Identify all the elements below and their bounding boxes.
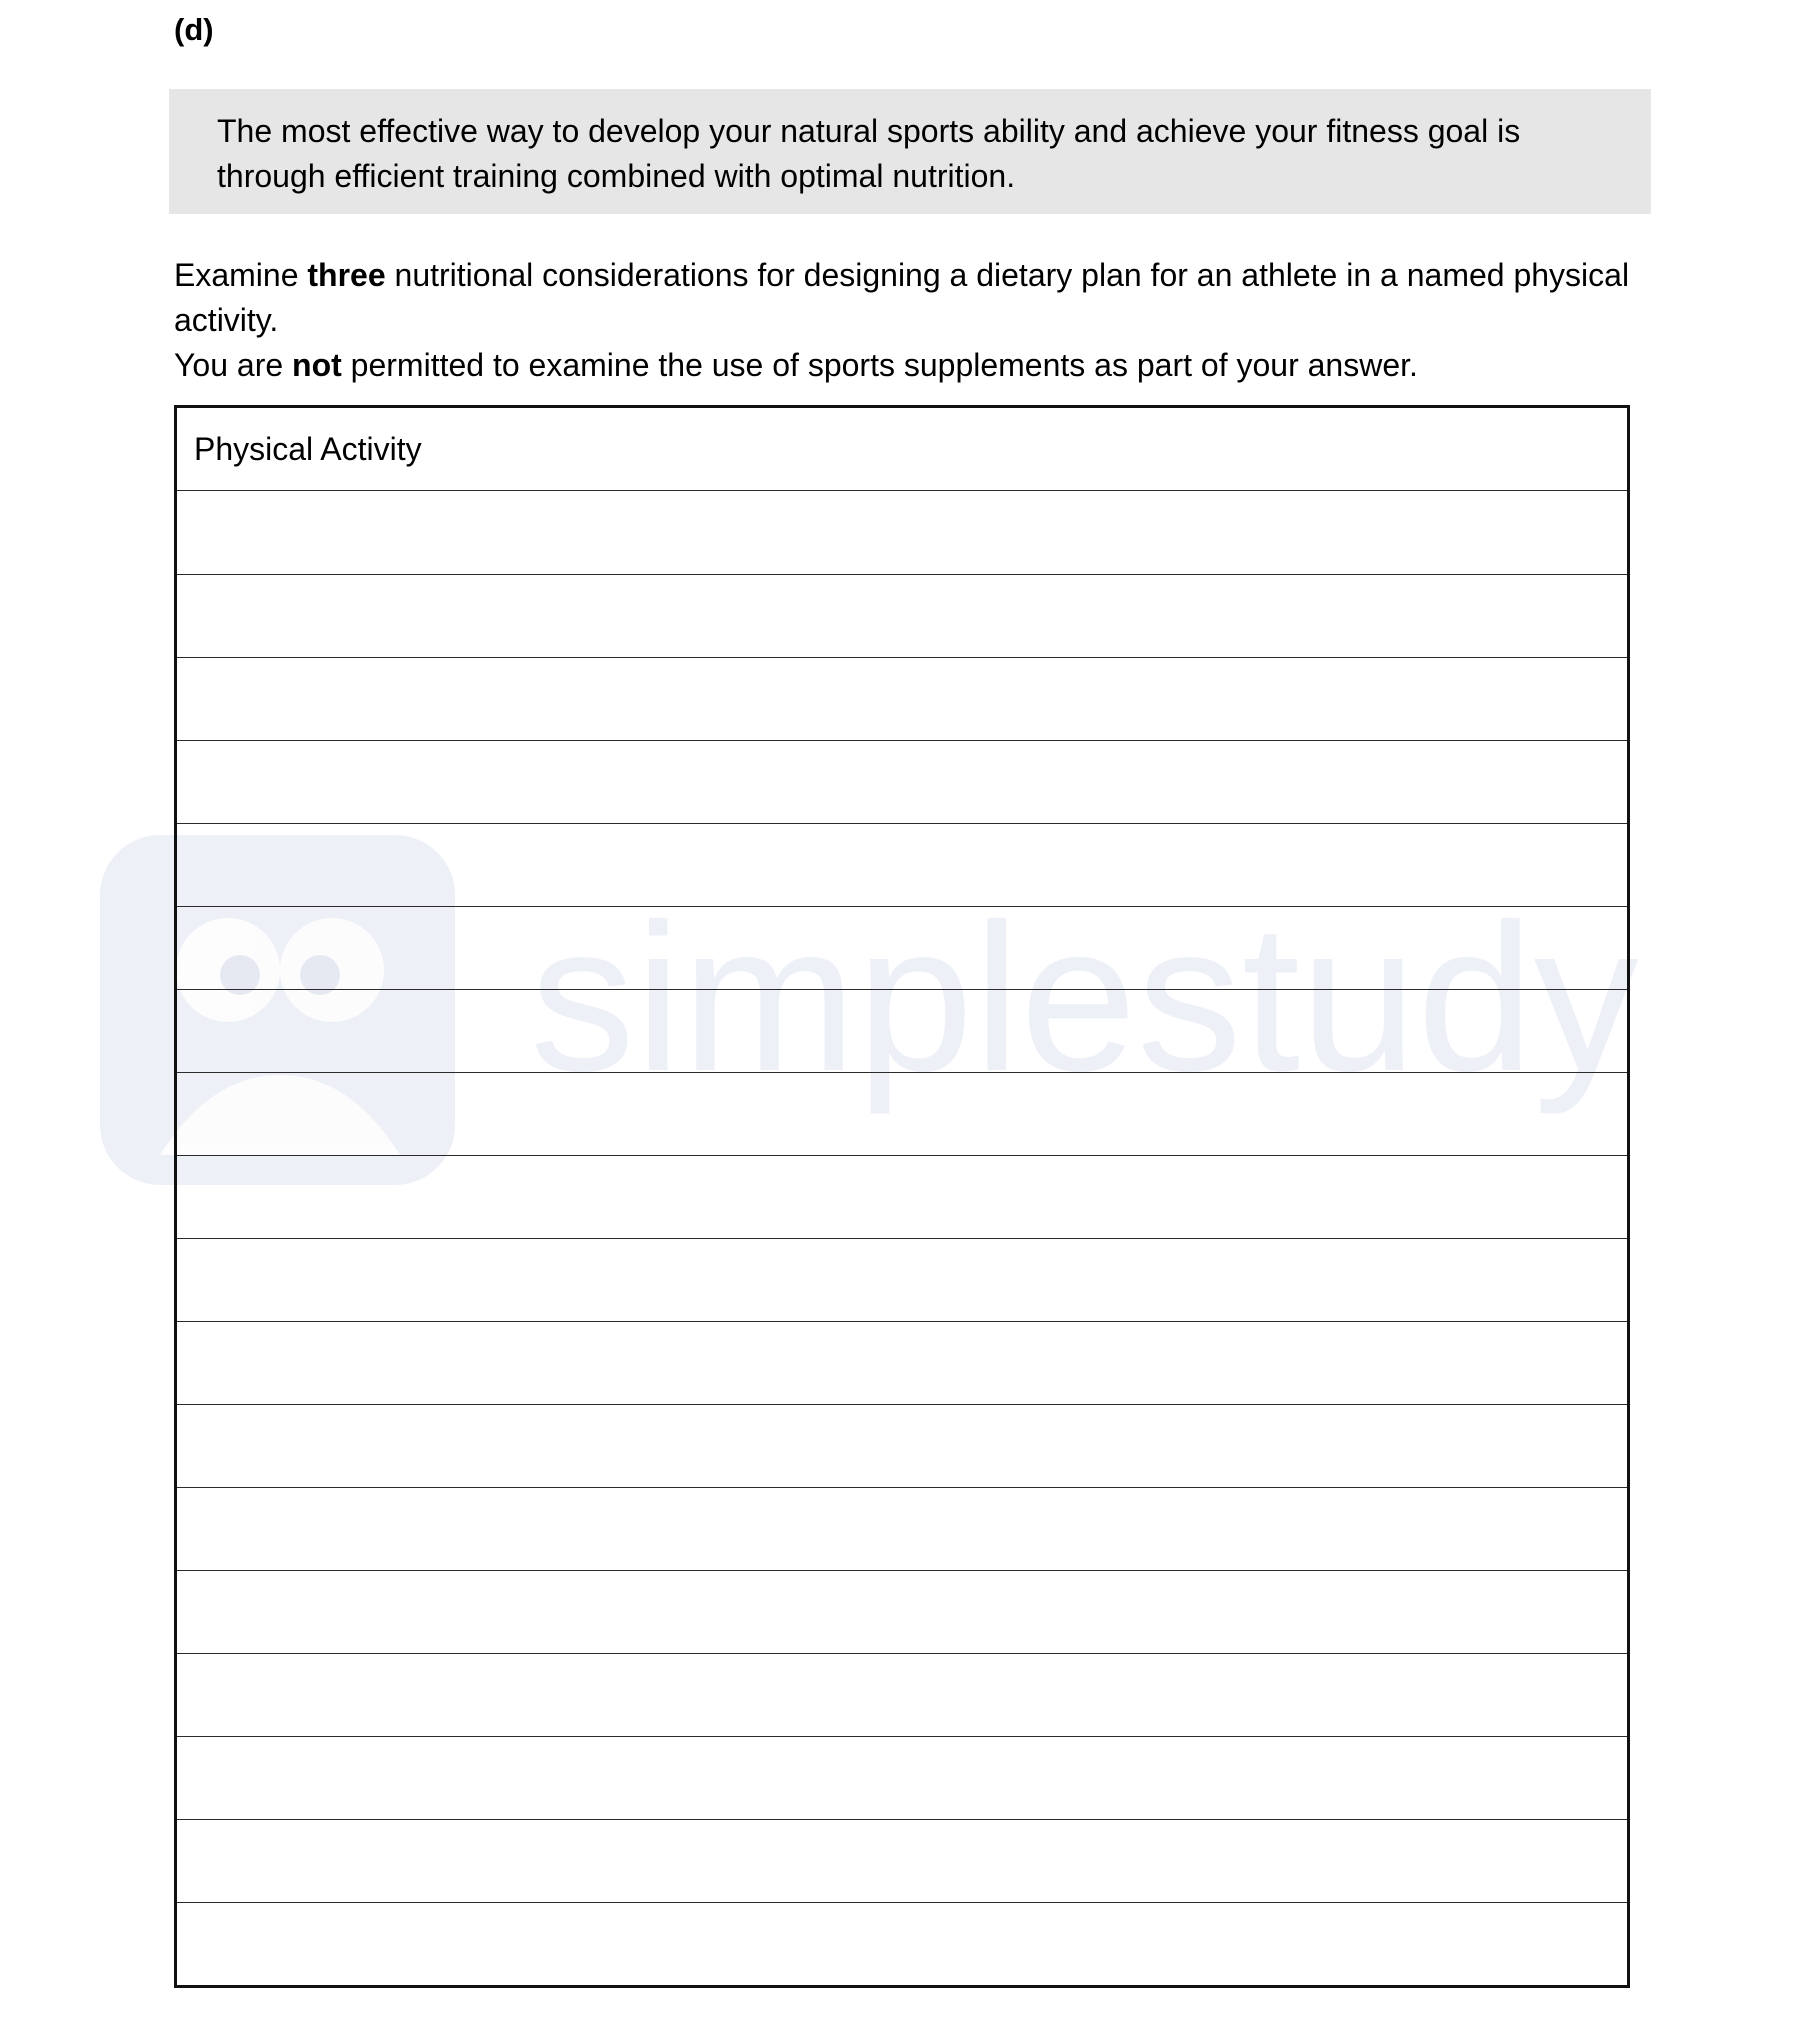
question-instructions <box>174 253 1654 388</box>
instruction-1-text-b: nutritional considerations for designing a dietary plan for an athlete in a named physical activity. <box>174 257 1630 338</box>
answer-line[interactable] <box>177 1736 1627 1819</box>
answer-line[interactable] <box>177 1404 1627 1487</box>
instruction-line-2 <box>174 343 1654 388</box>
answer-line[interactable] <box>177 1653 1627 1736</box>
physical-activity-label: Physical Activity <box>194 431 422 467</box>
instruction-line-1 <box>174 253 1654 343</box>
instruction-1-emphasis: three <box>307 257 386 293</box>
answer-line[interactable] <box>177 657 1627 740</box>
answer-line[interactable] <box>177 1819 1627 1902</box>
quote-box <box>169 89 1651 214</box>
answer-line[interactable] <box>177 1902 1627 1985</box>
watermark-text: simplestudy <box>530 880 1639 1115</box>
answer-table <box>174 405 1630 1988</box>
physical-activity-field[interactable] <box>177 408 1627 491</box>
answer-line[interactable] <box>177 989 1627 1072</box>
instruction-2-text-a: You are <box>174 347 293 383</box>
instruction-1-text-a: Examine <box>174 257 308 293</box>
answer-lines <box>177 491 1627 1985</box>
answer-line[interactable] <box>177 823 1627 906</box>
instruction-2-emphasis: not <box>292 347 342 383</box>
answer-line[interactable] <box>177 1570 1627 1653</box>
answer-line[interactable] <box>177 1321 1627 1404</box>
answer-line[interactable] <box>177 1487 1627 1570</box>
answer-line[interactable] <box>177 1155 1627 1238</box>
answer-line[interactable] <box>177 491 1627 574</box>
instruction-2-text-b: permitted to examine the use of sports supplements as part of your answer. <box>341 347 1418 383</box>
answer-line[interactable] <box>177 1238 1627 1321</box>
quote-text: The most effective way to develop your natural sports ability and achieve your fitness goal is through efficient training combined with optimal nutrition. <box>217 113 1521 194</box>
answer-line[interactable] <box>177 574 1627 657</box>
answer-line[interactable] <box>177 906 1627 989</box>
question-part-label: (d) <box>174 12 214 47</box>
answer-line[interactable] <box>177 740 1627 823</box>
answer-line[interactable] <box>177 1072 1627 1155</box>
